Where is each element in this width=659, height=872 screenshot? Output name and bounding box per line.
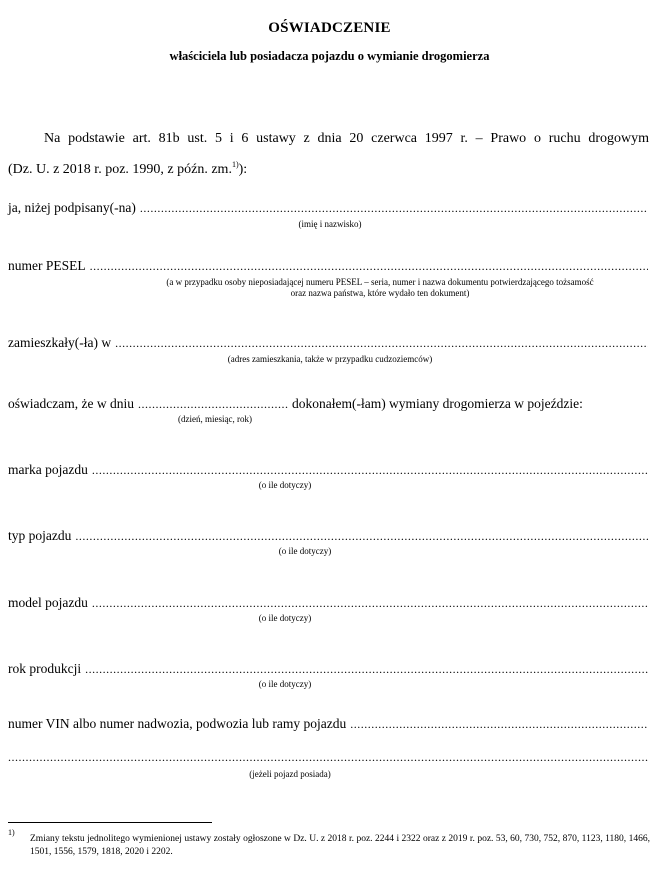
- pesel-field[interactable]: [8, 258, 648, 274]
- type-field[interactable]: [8, 528, 648, 544]
- vin-label: numer VIN albo numer nadwozia, podwozia lub ramy pojazdu: [8, 716, 347, 731]
- intro-line-2-prefix: (Dz. U. z 2018 r. poz. 1990, z późn. zm.: [8, 162, 232, 177]
- footnote-text: Zmiany tekstu jednolitego wymienionej ustawy zostały ogłoszone w Dz. U. z 2018 r. poz. 2244 i 2322 oraz z 2019 r. poz. 53, 60, 730, 752, 870, 1123, 1180, 1466, 1501, 1556, 1579, 1818, 2020 i 2202.: [30, 834, 650, 857]
- date-blank[interactable]: [134, 397, 288, 412]
- signer-hint: (imię i nazwisko): [298, 219, 362, 229]
- address-blank[interactable]: [111, 336, 648, 351]
- vin-hint: (jeżeli pojazd posiada): [249, 769, 331, 779]
- footnote-ref: 1): [231, 160, 239, 169]
- pesel-label: numer PESEL: [8, 258, 86, 273]
- document-subtitle: właściciela lub posiadacza pojazdu o wymianie drogomierza: [169, 49, 490, 63]
- model-field[interactable]: [8, 595, 648, 611]
- intro-line-2-suffix: ):: [238, 162, 248, 177]
- date-hint: (dzień, miesiąc, rok): [178, 414, 252, 424]
- pesel-hint-line-2: oraz nazwa państwa, które wydało ten dokument): [290, 288, 470, 298]
- footnote-separator: [8, 822, 212, 823]
- make-hint: (o ile dotyczy): [258, 480, 312, 490]
- date-field[interactable]: [8, 396, 648, 412]
- date-label-prefix: oświadczam, że w dniu: [8, 396, 134, 411]
- intro-line-2: [8, 152, 247, 183]
- address-hint: (adres zamieszkania, także w przypadku cudzoziemców): [227, 354, 433, 364]
- signer-field[interactable]: [8, 200, 648, 216]
- year-hint: (o ile dotyczy): [258, 679, 312, 689]
- year-label: rok produkcji: [8, 661, 82, 676]
- year-field[interactable]: [8, 661, 648, 677]
- signer-blank[interactable]: [136, 201, 648, 216]
- vin-field-continuation[interactable]: [8, 750, 648, 765]
- date-label-suffix: dokonałem(-łam) wymiany drogomierza w pojeździe:: [291, 396, 583, 411]
- type-label: typ pojazdu: [8, 528, 72, 543]
- year-blank[interactable]: [81, 662, 648, 677]
- vin-blank[interactable]: [346, 717, 648, 732]
- vin-blank-2[interactable]: [8, 750, 648, 765]
- pesel-hint-line-1: (a w przypadku osoby nieposiadającej numeru PESEL – seria, numer i nazwa dokumentu potwierdzającego tożsamość: [166, 277, 594, 287]
- type-blank[interactable]: [71, 529, 648, 544]
- model-label: model pojazdu: [8, 595, 88, 610]
- make-blank[interactable]: [88, 463, 648, 478]
- vin-field[interactable]: [8, 716, 648, 732]
- intro-line-1: Na podstawie art. 81b ust. 5 i 6 ustawy z dnia 20 czerwca 1997 r. – Prawo o ruchu drogowym: [44, 131, 649, 146]
- model-hint: (o ile dotyczy): [258, 613, 312, 623]
- model-blank[interactable]: [88, 596, 648, 611]
- make-field[interactable]: [8, 462, 648, 478]
- type-hint: (o ile dotyczy): [278, 546, 332, 556]
- address-label: zamieszkały(-ła) w: [8, 335, 112, 350]
- address-field[interactable]: [8, 335, 648, 351]
- document-title: OŚWIADCZENIE: [268, 20, 391, 36]
- signer-label: ja, niżej podpisany(-na): [8, 200, 136, 215]
- make-label: marka pojazdu: [8, 462, 88, 477]
- footnote-mark: 1): [8, 828, 15, 837]
- pesel-blank[interactable]: [86, 259, 648, 274]
